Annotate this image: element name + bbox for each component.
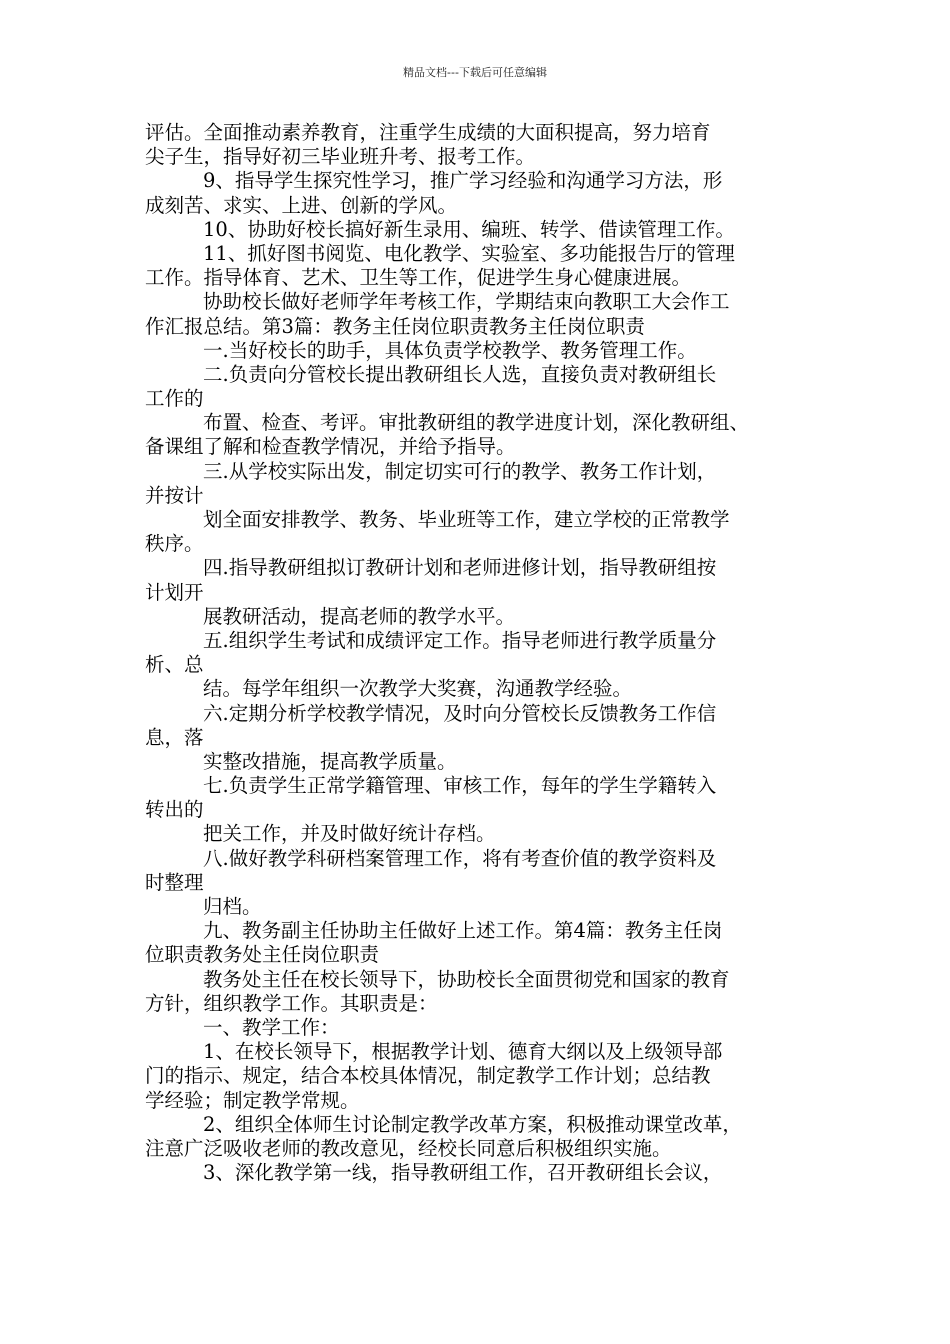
text-line: 时整理: [145, 870, 204, 894]
text-line: 位职责教务处主任岗位职责: [145, 943, 380, 967]
text-line: 工作。指导体育、艺术、卫生等工作，促进学生身心健康进展。: [145, 266, 692, 290]
text-line: 9、指导学生探究性学习，推广学习经验和沟通学习方法，形: [203, 169, 723, 193]
text-line: 1、在校长领导下，根据教学计划、德育大纲以及上级领导部: [203, 1040, 723, 1064]
text-line: 九、教务副主任协助主任做好上述工作。第4篇：教务主任岗: [203, 919, 723, 943]
text-line: 计划开: [145, 580, 204, 604]
text-line: 2、组织全体师生讨论制定教学改革方案，积极推动课堂改革，: [203, 1112, 742, 1136]
text-line: 二.负责向分管校长提出教研组长人选，直接负责对教研组长: [203, 362, 717, 386]
text-line: 展教研活动，提高老师的教学水平。: [203, 604, 516, 628]
text-line: 秩序。: [145, 532, 204, 556]
text-line: 11、抓好图书阅览、电化教学、实验室、多功能报告厅的管理: [203, 241, 735, 265]
text-line: 学经验；制定教学常规。: [145, 1088, 360, 1112]
text-line: 八.做好教学科研档案管理工作，将有考查价值的教学资料及: [203, 846, 717, 870]
text-line: 一、教学工作：: [203, 1015, 340, 1039]
text-line: 把关工作，并及时做好统计存档。: [203, 822, 496, 846]
text-line: 布置、检查、考评。审批教研组的教学进度计划，深化教研组、: [203, 411, 750, 435]
text-line: 尖子生，指导好初三毕业班升考、报考工作。: [145, 145, 536, 169]
text-line: 备课组了解和检查教学情况，并给予指导。: [145, 435, 516, 459]
text-line: 教务处主任在校长领导下，协助校长全面贯彻党和国家的教育: [203, 967, 730, 991]
text-line: 息，落: [145, 725, 204, 749]
text-line: 3、深化教学第一线，指导教研组工作，召开教研组长会议，: [203, 1161, 723, 1185]
text-line: 三.从学校实际出发，制定切实可行的教学、教务工作计划，: [203, 459, 717, 483]
text-line: 一.当好校长的助手，具体负责学校教学、教务管理工作。: [203, 338, 697, 362]
text-line: 五.组织学生考试和成绩评定工作。指导老师进行教学质量分: [203, 628, 717, 652]
text-line: 评估。全面推动素养教育，注重学生成绩的大面积提高，努力培育: [145, 121, 711, 144]
text-line: 结。每学年组织一次教学大奖赛，沟通教学经验。: [203, 677, 633, 701]
text-line: 析、总: [145, 653, 204, 677]
text-line: 七.负责学生正常学籍管理、审核工作，每年的学生学籍转入: [203, 774, 717, 798]
text-line: 转出的: [145, 798, 204, 822]
page-header: 精品文档---下载后可任意编辑: [403, 66, 547, 79]
text-line: 四.指导教研组拟订教研计划和老师进修计划，指导教研组按: [203, 556, 717, 580]
text-line: 协助校长做好老师学年考核工作，学期结束向教职工大会作工: [203, 290, 730, 314]
text-line: 注意广泛吸收老师的教改意见，经校长同意后积极组织实施。: [145, 1136, 672, 1160]
text-line: 划全面安排教学、教务、毕业班等工作，建立学校的正常教学: [203, 508, 730, 531]
text-line: 10、协助好校长搞好新生录用、编班、转学、借读管理工作。: [203, 217, 735, 241]
text-line: 作汇报总结。第3篇：教务主任岗位职责教务主任岗位职责: [145, 314, 645, 338]
text-line: 归档。: [203, 895, 262, 918]
text-line: 并按计: [145, 483, 204, 507]
text-line: 六.定期分析学校教学情况，及时向分管校长反馈教务工作信: [203, 701, 717, 725]
text-line: 工作的: [145, 387, 204, 411]
document-body: [145, 121, 825, 1185]
text-line: 成刻苦、求实、上进、创新的学风。: [145, 193, 458, 217]
text-line: 门的指示、规定，结合本校具体情况，制定教学工作计划；总结教: [145, 1064, 711, 1088]
text-line: 方针，组织教学工作。其职责是：: [145, 991, 438, 1015]
text-line: 实整改措施，提高教学质量。: [203, 749, 457, 773]
